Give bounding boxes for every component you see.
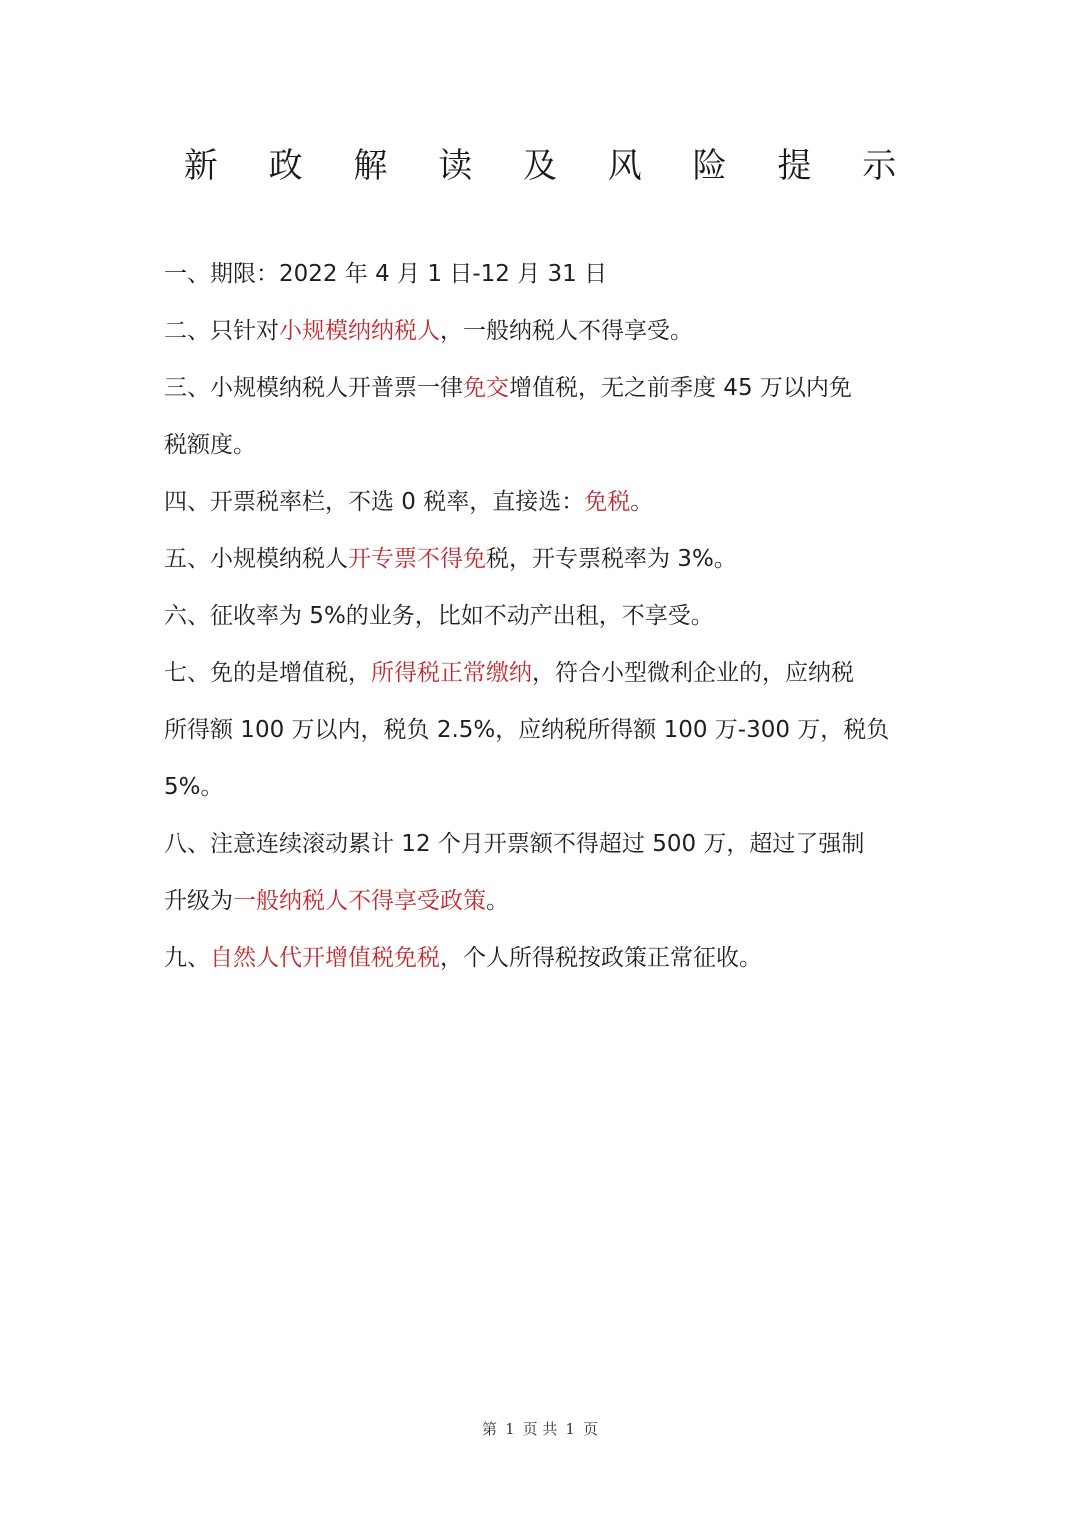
body-text: 税额度。 (164, 432, 256, 458)
highlighted-text: 免税 (584, 489, 631, 515)
body-text: ，一般纳税人不得享受。 (440, 318, 693, 344)
body-text: 二、只针对 (164, 318, 279, 344)
footer-page-number: 1 (505, 1420, 515, 1438)
content-line (164, 759, 924, 816)
highlighted-text: 小规模纳纳税人 (279, 318, 440, 344)
highlighted-text: 所得税正常缴纳 (371, 660, 532, 686)
footer-mid: 页 共 (522, 1420, 558, 1438)
body-text: 四、开票税率栏，不选 0 税率，直接选： (164, 489, 585, 515)
content-line (164, 930, 924, 987)
page-footer (0, 1418, 1080, 1439)
highlighted-text: 开专票不得免 (348, 546, 486, 572)
content-line (164, 873, 924, 930)
content-line (164, 816, 924, 873)
body-text: 增值税，无之前季度 45 万以内免 (509, 375, 852, 401)
body-text: 五、小规模纳税人 (164, 546, 348, 572)
policy-content (164, 246, 924, 987)
body-text: 六、征收率为 5%的业务，比如不动产出租，不享受。 (164, 603, 714, 629)
body-text: 七、免的是增值税， (164, 660, 371, 686)
body-text: 三、小规模纳税人开普票一律 (164, 375, 463, 401)
content-line (164, 417, 924, 474)
body-text: 八、注意连续滚动累计 12 个月开票额不得超过 500 万，超过了强制 (164, 831, 865, 857)
content-line (164, 588, 924, 645)
footer-total-pages: 1 (565, 1420, 575, 1438)
footer-suffix: 页 (582, 1420, 598, 1438)
body-text: 一、期限：2022 年 4 月 1 日-12 月 31 日 (164, 261, 608, 287)
highlighted-text: 免交 (463, 375, 509, 401)
body-text: 。 (486, 888, 509, 914)
body-text: 税，开专票税率为 3%。 (486, 546, 737, 572)
highlighted-text: 一般纳税人不得享受政策 (233, 888, 486, 914)
highlighted-text: 自然人代开增值税免税 (210, 945, 440, 971)
content-line (164, 474, 924, 531)
footer-prefix: 第 (482, 1420, 498, 1438)
content-line (164, 531, 924, 588)
body-text: 升级为 (164, 888, 233, 914)
body-text: 。 (630, 489, 654, 515)
body-text: ，符合小型微利企业的，应纳税 (532, 660, 854, 686)
content-line (164, 360, 924, 417)
body-text: ，个人所得税按政策正常征收。 (440, 945, 762, 971)
body-text: 5%。 (164, 774, 224, 800)
body-text: 所得额 100 万以内，税负 2.5%，应纳税所得额 100 万-300 万，税负 (164, 717, 890, 743)
body-text: 九、 (164, 945, 210, 971)
content-line (164, 303, 924, 360)
content-line (164, 246, 924, 303)
document-title: 新 政 解 读 及 风 险 提 示 (183, 146, 917, 186)
content-line (164, 702, 924, 759)
content-line (164, 645, 924, 702)
